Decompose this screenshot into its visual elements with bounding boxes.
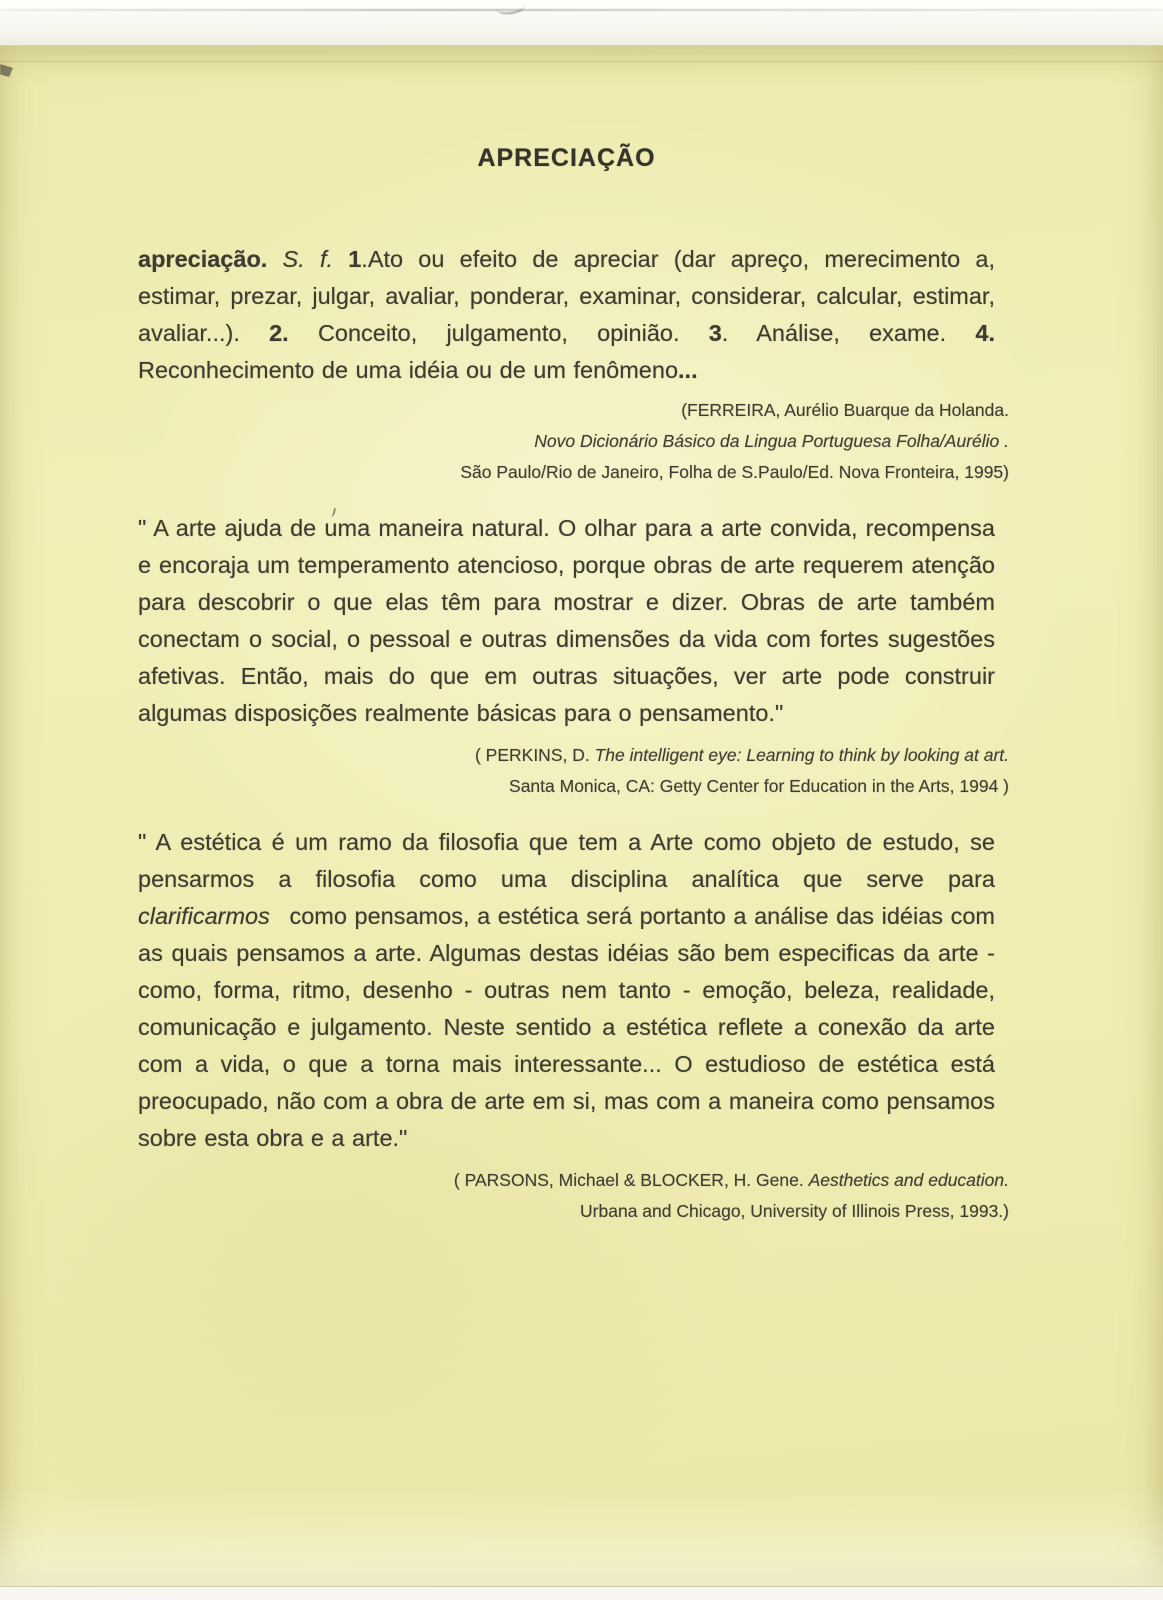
citation-perkins — [138, 740, 1009, 802]
definition-sense1-text: .Ato ou efeito de apreciar (dar apreço, merecimento a, estimar, prezar, julgar, avaliar, ponderar, examinar, considerar, calcular, estimar, avaliar...). — [138, 246, 995, 346]
citation-line — [138, 740, 1009, 771]
citation-line: (FERREIRA, Aurélio Buarque da Holanda. — [681, 400, 1009, 420]
quote2-text-part2: como pensamos, a estética será portanto a análise das idéias com as quais pensamos a arte. Algumas destas idéias são bem especificas da arte - como, forma, ritmo, desenho - outras nem tanto - emoção, beleza, realidade, comunicação e julgamento. Neste sentido a estética reflete a conexão da arte com a vida, o que a torna mais interessante... O estudioso de estética está preocupado, não com a obra de arte em si, mas com a maneira como pensamos sobre esta obra e a arte." — [138, 903, 995, 1151]
scanner-edge-bottom — [0, 1586, 1163, 1600]
citation-line: Santa Monica, CA: Getty Center for Education in the Arts, 1994 ) — [509, 776, 1009, 796]
definition-term: apreciação. — [138, 246, 268, 272]
definition-sense2-text: Conceito, julgamento, opinião. — [288, 320, 709, 346]
citation-line: São Paulo/Rio de Janeiro, Folha de S.Paulo/Ed. Nova Fronteira, 1995) — [460, 462, 1009, 482]
citation-author: ( PERKINS, D. — [474, 745, 595, 765]
citation-work-title: Aesthetics and education. — [808, 1170, 1009, 1190]
paper-page — [0, 46, 1163, 1586]
citation-parsons-blocker — [138, 1165, 1009, 1227]
definition-part-of-speech: S. f. — [267, 246, 349, 272]
quote2-italic-word: clarificarmos — [138, 903, 270, 929]
citation-work-title: The intelligent eye: Learning to think by looking at art. — [594, 745, 1009, 765]
definition-sense3-number: 3 — [708, 320, 722, 346]
definition-paragraph — [138, 241, 995, 389]
definition-sense1-number: 1 — [348, 246, 362, 272]
citation-ferreira — [138, 395, 1009, 488]
citation-author: ( PARSONS, Michael & BLOCKER, H. Gene. — [453, 1170, 809, 1190]
citation-line — [138, 1165, 1009, 1196]
definition-sense3-text: . Análise, exame. — [721, 320, 976, 346]
definition-ellipsis: ... — [678, 357, 698, 383]
quote2-text-part1: " A estética é um ramo da filosofia que tem a Arte como objeto de estudo, se pensarmos a filosofia como uma disciplina analítica que serve para — [138, 829, 995, 892]
document-content — [0, 46, 1163, 1227]
quote-perkins: " A arte ajuda de uma maneira natural. O olhar para a arte convida, recompensa e encoraja um temperamento atencioso, porque obras de arte requerem atenção para descobrir o que elas têm para mostrar e dizer. Obras de arte também conectam o social, o pessoal e outras dimensões da vida com fortes sugestões afetivas. Então, mais do que em outras situações, ver arte pode construir algumas disposições realmente básicas para o pensamento." — [138, 515, 995, 726]
citation-line: Urbana and Chicago, University of Illinois Press, 1993.) — [580, 1201, 1009, 1221]
citation-line: Novo Dicionário Básico da Lingua Portuguesa Folha/Aurélio . — [534, 431, 1009, 451]
scanner-edge-line — [0, 9, 1163, 11]
definition-sense4-text: Reconhecimento de uma idéia ou de um fenômeno — [138, 357, 679, 383]
definition-sense2-number: 2. — [269, 320, 289, 346]
quote-parsons-blocker — [138, 824, 995, 1157]
page-title: APRECIAÇÃO — [477, 144, 656, 172]
scanner-edge-top — [0, 0, 1163, 46]
definition-sense4-number: 4. — [975, 320, 995, 346]
